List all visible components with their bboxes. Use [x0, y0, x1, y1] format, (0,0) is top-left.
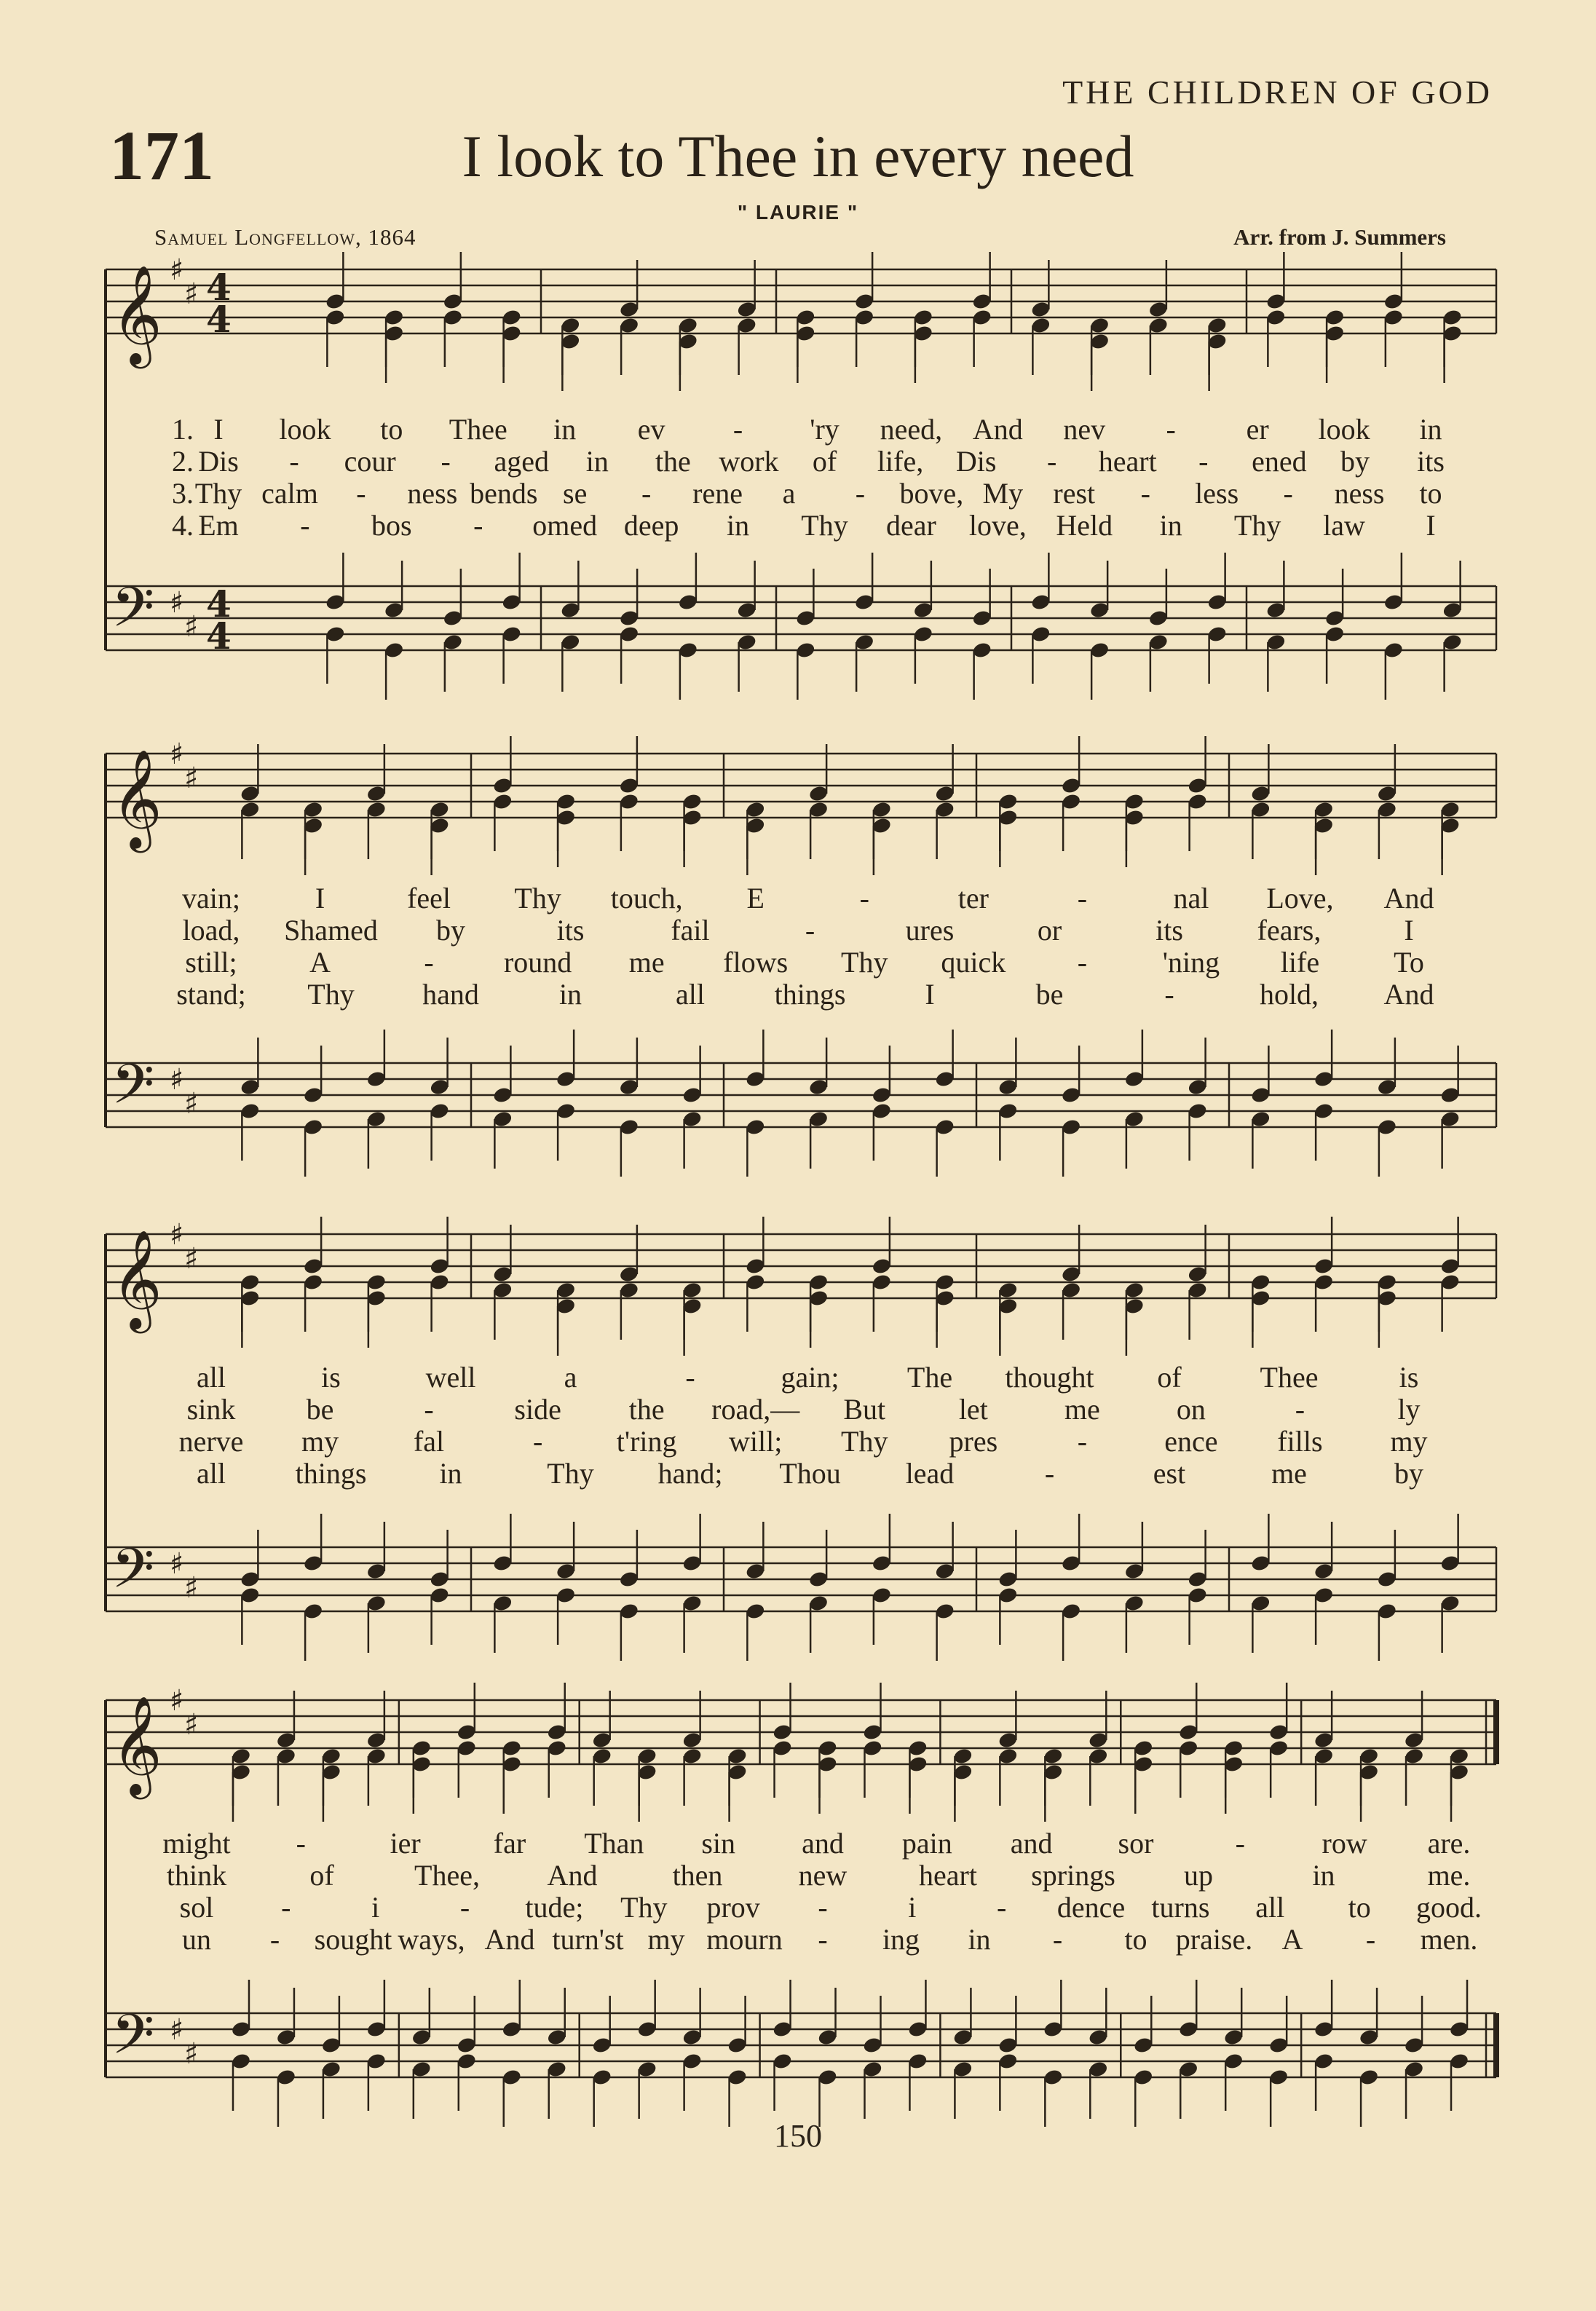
time-signature: 4 [206, 615, 232, 657]
syllable-hyphen: - [859, 882, 869, 914]
syllable-hyphen: - [805, 914, 815, 947]
lyric-syllable: me [1064, 1393, 1100, 1426]
lyric-syllable: all [676, 978, 705, 1011]
lyric-syllable: load, [182, 914, 240, 947]
lyric-syllable: of [812, 445, 837, 478]
lyric-syllable: prov [706, 1891, 760, 1924]
lyric-syllable: I [213, 413, 224, 446]
lyric-syllable: its [1155, 914, 1183, 947]
lyric-syllable: of [1157, 1361, 1182, 1394]
sharp-key-signature: ♯ [170, 586, 184, 620]
lyric-syllable: by [1394, 1457, 1423, 1490]
lyric-syllable: row [1322, 1827, 1367, 1860]
lyric-syllable: tude; [525, 1891, 584, 1924]
lyric-syllable: hold, [1259, 978, 1319, 1011]
lyric-syllable: Held [1056, 509, 1113, 542]
lyric-syllable: in [727, 509, 750, 542]
lyric-syllable: gain; [781, 1361, 840, 1394]
lyric-syllable: Thee, [414, 1859, 480, 1892]
hymn-number: 171 [109, 116, 214, 194]
lyric-syllable: Thy [514, 882, 561, 914]
lyric-syllable: touch, [610, 882, 683, 914]
lyric-syllable: to [1419, 477, 1442, 510]
lyric-syllable: feel [407, 882, 451, 914]
lyric-syllable: turn'st [552, 1923, 624, 1956]
lyric-syllable: to [1124, 1923, 1147, 1956]
lyric-syllable: the [655, 445, 691, 478]
lyric-syllable: er [1246, 413, 1269, 446]
syllable-hyphen: - [281, 1891, 291, 1924]
lyric-syllable: a [564, 1361, 577, 1394]
lyric-syllable: Em [198, 509, 239, 542]
verse-number: 1. [172, 413, 194, 446]
lyric-syllable: in [553, 413, 577, 446]
bass-clef: 𝄢 [111, 1536, 155, 1614]
lyric-syllable: to [1348, 1891, 1371, 1924]
lyric-syllable: new [798, 1859, 848, 1892]
lyric-syllable: and [802, 1827, 844, 1860]
syllable-hyphen: - [1166, 413, 1176, 446]
syllable-hyphen: - [997, 1891, 1007, 1924]
lyric-syllable: my [647, 1923, 685, 1956]
time-signature: 4 [206, 298, 232, 341]
lyric-syllable: its [1417, 445, 1445, 478]
lyric-syllable: or [1037, 914, 1062, 947]
lyric-syllable: The [906, 1361, 953, 1394]
lyric-syllable: things [295, 1457, 367, 1490]
lyric-syllable: un [182, 1923, 211, 1956]
lyric-syllable: life, [877, 445, 924, 478]
lyric-syllable: to [380, 413, 403, 446]
bass-clef: 𝄢 [111, 2002, 155, 2080]
lyric-syllable: cour [344, 445, 396, 478]
lyric-syllable: ing [882, 1923, 920, 1956]
lyric-syllable: far [493, 1827, 526, 1860]
lyric-syllable: i [371, 1891, 380, 1924]
lyric-syllable: Thou [779, 1457, 841, 1490]
lyric-syllable: thought [1005, 1361, 1094, 1394]
syllable-hyphen: - [459, 1891, 470, 1924]
lyric-syllable: the [628, 1393, 665, 1426]
lyric-syllable: My [982, 477, 1024, 510]
lyric-syllable: its [556, 914, 585, 947]
lyric-syllable: ness [407, 477, 458, 510]
syllable-hyphen: - [818, 1891, 828, 1924]
syllable-hyphen: - [1164, 978, 1174, 1011]
syllable-hyphen: - [1047, 445, 1057, 478]
page-number: 150 [774, 2118, 822, 2154]
syllable-hyphen: - [1044, 1457, 1055, 1490]
syllable-hyphen: - [1077, 946, 1088, 979]
syllable-hyphen: - [1077, 882, 1088, 914]
lyric-syllable: nev [1063, 413, 1106, 446]
section-heading: THE CHILDREN OF GOD [1062, 74, 1493, 111]
lyric-syllable: and [1010, 1827, 1053, 1860]
lyric-syllable: men. [1420, 1923, 1478, 1956]
lyric-syllable: flows [723, 946, 789, 979]
lyric-syllable: me [1271, 1457, 1307, 1490]
syllable-hyphen: - [441, 445, 451, 478]
treble-clef: 𝄞 [111, 1228, 162, 1329]
syllable-hyphen: - [1365, 1923, 1376, 1956]
syllable-hyphen: - [532, 1425, 543, 1458]
lyric-syllable: of [309, 1859, 334, 1892]
lyric-syllable: law [1323, 509, 1365, 542]
sharp-key-signature: ♯ [170, 1218, 184, 1252]
lyric-syllable: let [958, 1393, 988, 1426]
lyric-syllable: me [628, 946, 665, 979]
lyric-syllable: round [503, 946, 572, 979]
syllable-hyphen: - [473, 509, 483, 542]
lyric-syllable: ence [1164, 1425, 1218, 1458]
lyric-syllable: nal [1173, 882, 1209, 914]
lyric-syllable: Thy [801, 509, 848, 542]
lyric-syllable: nerve [178, 1425, 244, 1458]
lyric-syllable: a [782, 477, 796, 510]
syllable-hyphen: - [732, 413, 743, 446]
lyric-syllable: omed [532, 509, 598, 542]
syllable-hyphen: - [1052, 1923, 1063, 1956]
tune-name: " LAURIE " [737, 201, 859, 224]
lyric-syllable: life [1280, 946, 1320, 979]
lyric-syllable: in [1159, 509, 1182, 542]
lyric-syllable: 'ry [810, 413, 840, 446]
lyric-syllable: all [197, 1361, 226, 1394]
sharp-key-signature: ♯ [184, 2037, 199, 2071]
treble-clef: 𝄞 [111, 1694, 162, 1795]
lyric-syllable: i [908, 1891, 917, 1924]
lyric-syllable: sol [179, 1891, 214, 1924]
lyric-syllable: springs [1031, 1859, 1115, 1892]
sharp-key-signature: ♯ [184, 1242, 199, 1276]
syllable-hyphen: - [289, 445, 299, 478]
syllable-hyphen: - [818, 1923, 828, 1956]
lyric-syllable: all [197, 1457, 226, 1490]
syllable-hyphen: - [356, 477, 366, 510]
syllable-hyphen: - [424, 946, 434, 979]
syllable-hyphen: - [1198, 445, 1209, 478]
lyric-syllable: fail [671, 914, 710, 947]
sharp-key-signature: ♯ [184, 1571, 199, 1605]
lyric-syllable: Thy [194, 477, 242, 510]
lyric-syllable: ness [1334, 477, 1385, 510]
lyric-syllable: vain; [182, 882, 240, 914]
verse-number: 2. [172, 445, 194, 478]
syllable-hyphen: - [424, 1393, 434, 1426]
lyric-syllable: up [1184, 1859, 1213, 1892]
lyric-syllable: in [1419, 413, 1442, 446]
lyric-syllable: Thy [620, 1891, 668, 1924]
lyric-syllable: heart [1098, 445, 1157, 478]
lyric-syllable: Thy [307, 978, 355, 1011]
sharp-key-signature: ♯ [184, 762, 199, 795]
lyric-syllable: Thy [841, 946, 888, 979]
sharp-key-signature: ♯ [170, 1547, 184, 1581]
lyric-syllable: ev [637, 413, 665, 446]
syllable-hyphen: - [1295, 1393, 1305, 1426]
lyric-syllable: hand [422, 978, 479, 1011]
lyric-syllable: praise. [1175, 1923, 1253, 1956]
syllable-hyphen: - [855, 477, 866, 510]
syllable-hyphen: - [296, 1827, 306, 1860]
lyric-syllable: look [279, 413, 331, 446]
lyric-syllable: stand; [176, 978, 246, 1011]
lyric-syllable: my [301, 1425, 339, 1458]
lyric-syllable: Shamed [284, 914, 378, 947]
syllable-hyphen: - [1235, 1827, 1245, 1860]
lyric-syllable: ly [1397, 1393, 1421, 1426]
syllable-hyphen: - [300, 509, 310, 542]
lyric-syllable: sor [1118, 1827, 1154, 1860]
lyric-syllable: in [558, 978, 582, 1011]
lyric-syllable: might [162, 1827, 231, 1860]
lyric-syllable: ened [1252, 445, 1307, 478]
lyric-syllable: I [1426, 509, 1436, 542]
arranger-credit: Arr. from J. Summers [1233, 224, 1446, 250]
lyric-syllable: in [968, 1923, 991, 1956]
lyric-syllable: lead [905, 1457, 955, 1490]
lyric-syllable: in [439, 1457, 462, 1490]
lyric-syllable: road,— [711, 1393, 800, 1426]
lyric-syllable: by [436, 914, 465, 947]
time-signature: 4 [206, 582, 232, 625]
lyric-syllable: Than [584, 1827, 644, 1860]
lyric-syllable: is [1399, 1361, 1419, 1394]
lyric-syllable: me. [1427, 1859, 1471, 1892]
lyric-syllable: Thy [1233, 509, 1281, 542]
syllable-hyphen: - [641, 477, 652, 510]
lyric-syllable: sin [701, 1827, 735, 1860]
lyric-syllable: bends [470, 477, 538, 510]
lyric-syllable: in [1312, 1859, 1335, 1892]
sharp-key-signature: ♯ [170, 253, 184, 287]
treble-clef: 𝄞 [111, 748, 162, 848]
lyric-syllable: calm [261, 477, 318, 510]
lyric-syllable: side [514, 1393, 561, 1426]
lyric-syllable: A [1281, 1923, 1303, 1956]
lyric-syllable: look [1318, 413, 1370, 446]
lyric-syllable: pain [901, 1827, 952, 1860]
lyric-syllable: hand; [657, 1457, 723, 1490]
lyric-syllable: Thee [449, 413, 507, 446]
verse-number: 4. [172, 509, 194, 542]
lyric-syllable: sought [314, 1923, 392, 1956]
sharp-key-signature: ♯ [170, 738, 184, 771]
lyric-syllable: Dis [198, 445, 239, 478]
bass-clef: 𝄢 [111, 1052, 155, 1130]
lyric-syllable: rene [692, 477, 743, 510]
lyric-syllable: think [166, 1859, 227, 1892]
syllable-hyphen: - [1077, 1425, 1088, 1458]
lyric-syllable: are. [1427, 1827, 1471, 1860]
lyric-syllable: then [672, 1859, 723, 1892]
lyric-syllable: well [425, 1361, 476, 1394]
lyric-syllable: things [774, 978, 846, 1011]
time-signature: 4 [206, 266, 232, 309]
lyric-syllable: But [843, 1393, 886, 1426]
lyric-syllable: rest [1053, 477, 1096, 510]
lyric-syllable: dence [1056, 1891, 1126, 1924]
lyric-syllable: ier [390, 1827, 421, 1860]
lyric-syllable: se [563, 477, 588, 510]
lyric-syllable: I [1404, 914, 1414, 947]
lyric-syllable: Dis [955, 445, 997, 478]
lyric-syllable: all [1255, 1891, 1285, 1924]
sharp-key-signature: ♯ [170, 2013, 184, 2047]
lyric-syllable: on [1176, 1393, 1206, 1426]
verse-number: 3. [172, 477, 194, 510]
lyric-syllable: love, [968, 509, 1027, 542]
lyric-syllable: ures [905, 914, 955, 947]
lyric-syllable: ter [957, 882, 989, 914]
lyric-syllable: less [1195, 477, 1239, 510]
lyric-syllable: be [1035, 978, 1064, 1011]
lyric-syllable: And [547, 1859, 598, 1892]
lyric-syllable: mourn [706, 1923, 783, 1956]
lyric-syllable: is [321, 1361, 341, 1394]
syllable-hyphen: - [1283, 477, 1293, 510]
syllable-hyphen: - [269, 1923, 280, 1956]
lyric-syllable: my [1390, 1425, 1428, 1458]
lyric-syllable: still; [185, 946, 237, 979]
lyric-syllable: bos [371, 509, 412, 542]
lyric-syllable: est [1153, 1457, 1186, 1490]
lyric-syllable: good. [1416, 1891, 1482, 1924]
lyric-syllable: pres [949, 1425, 998, 1458]
sharp-key-signature: ♯ [184, 1087, 199, 1121]
lyric-syllable: fears, [1257, 914, 1322, 947]
lyric-syllable: work [719, 445, 779, 478]
treble-clef: 𝄞 [111, 264, 162, 364]
lyric-syllable: And [484, 1923, 535, 1956]
lyric-syllable: dear [886, 509, 936, 542]
lyric-syllable: t'ring [616, 1425, 677, 1458]
lyric-syllable: Thee [1260, 1361, 1319, 1394]
lyric-syllable: And [972, 413, 1023, 446]
lyric-syllable: ways, [398, 1923, 465, 1956]
sharp-key-signature: ♯ [170, 1684, 184, 1718]
lyric-syllable: Thy [841, 1425, 888, 1458]
lyric-syllable: will; [729, 1425, 783, 1458]
bass-clef: 𝄢 [111, 575, 155, 653]
lyric-syllable: fal [413, 1425, 445, 1458]
lyric-syllable: turns [1151, 1891, 1210, 1924]
syllable-hyphen: - [685, 1361, 695, 1394]
sharp-key-signature: ♯ [184, 1708, 199, 1742]
lyric-syllable: be [306, 1393, 334, 1426]
lyric-syllable: Thy [547, 1457, 594, 1490]
lyric-syllable: sink [186, 1393, 236, 1426]
lyric-syllable: in [585, 445, 609, 478]
lyric-syllable: 'ning [1162, 946, 1220, 979]
lyric-syllable: aged [494, 445, 550, 478]
lyric-syllable: bove, [899, 477, 964, 510]
lyric-syllable: quick [941, 946, 1006, 979]
sharp-key-signature: ♯ [184, 277, 199, 311]
lyric-syllable: heart [919, 1859, 977, 1892]
lyric-syllable: I [315, 882, 325, 914]
sharp-key-signature: ♯ [170, 1063, 184, 1097]
sharp-key-signature: ♯ [184, 610, 199, 644]
lyric-syllable: A [309, 946, 331, 979]
lyric-syllable: And [1383, 882, 1434, 914]
author-credit: Samuel Longfellow, 1864 [154, 224, 416, 250]
lyric-syllable: I [925, 978, 935, 1011]
lyric-syllable: need, [880, 413, 943, 446]
syllable-hyphen: - [1140, 477, 1150, 510]
lyric-syllable: And [1383, 978, 1434, 1011]
lyric-syllable: fills [1277, 1425, 1323, 1458]
lyric-syllable: To [1394, 946, 1424, 979]
lyric-syllable: E [746, 882, 765, 914]
lyric-syllable: by [1340, 445, 1370, 478]
hymn-title: I look to Thee in every need [462, 123, 1134, 189]
lyric-syllable: deep [623, 509, 679, 542]
lyric-syllable: Love, [1266, 882, 1334, 914]
